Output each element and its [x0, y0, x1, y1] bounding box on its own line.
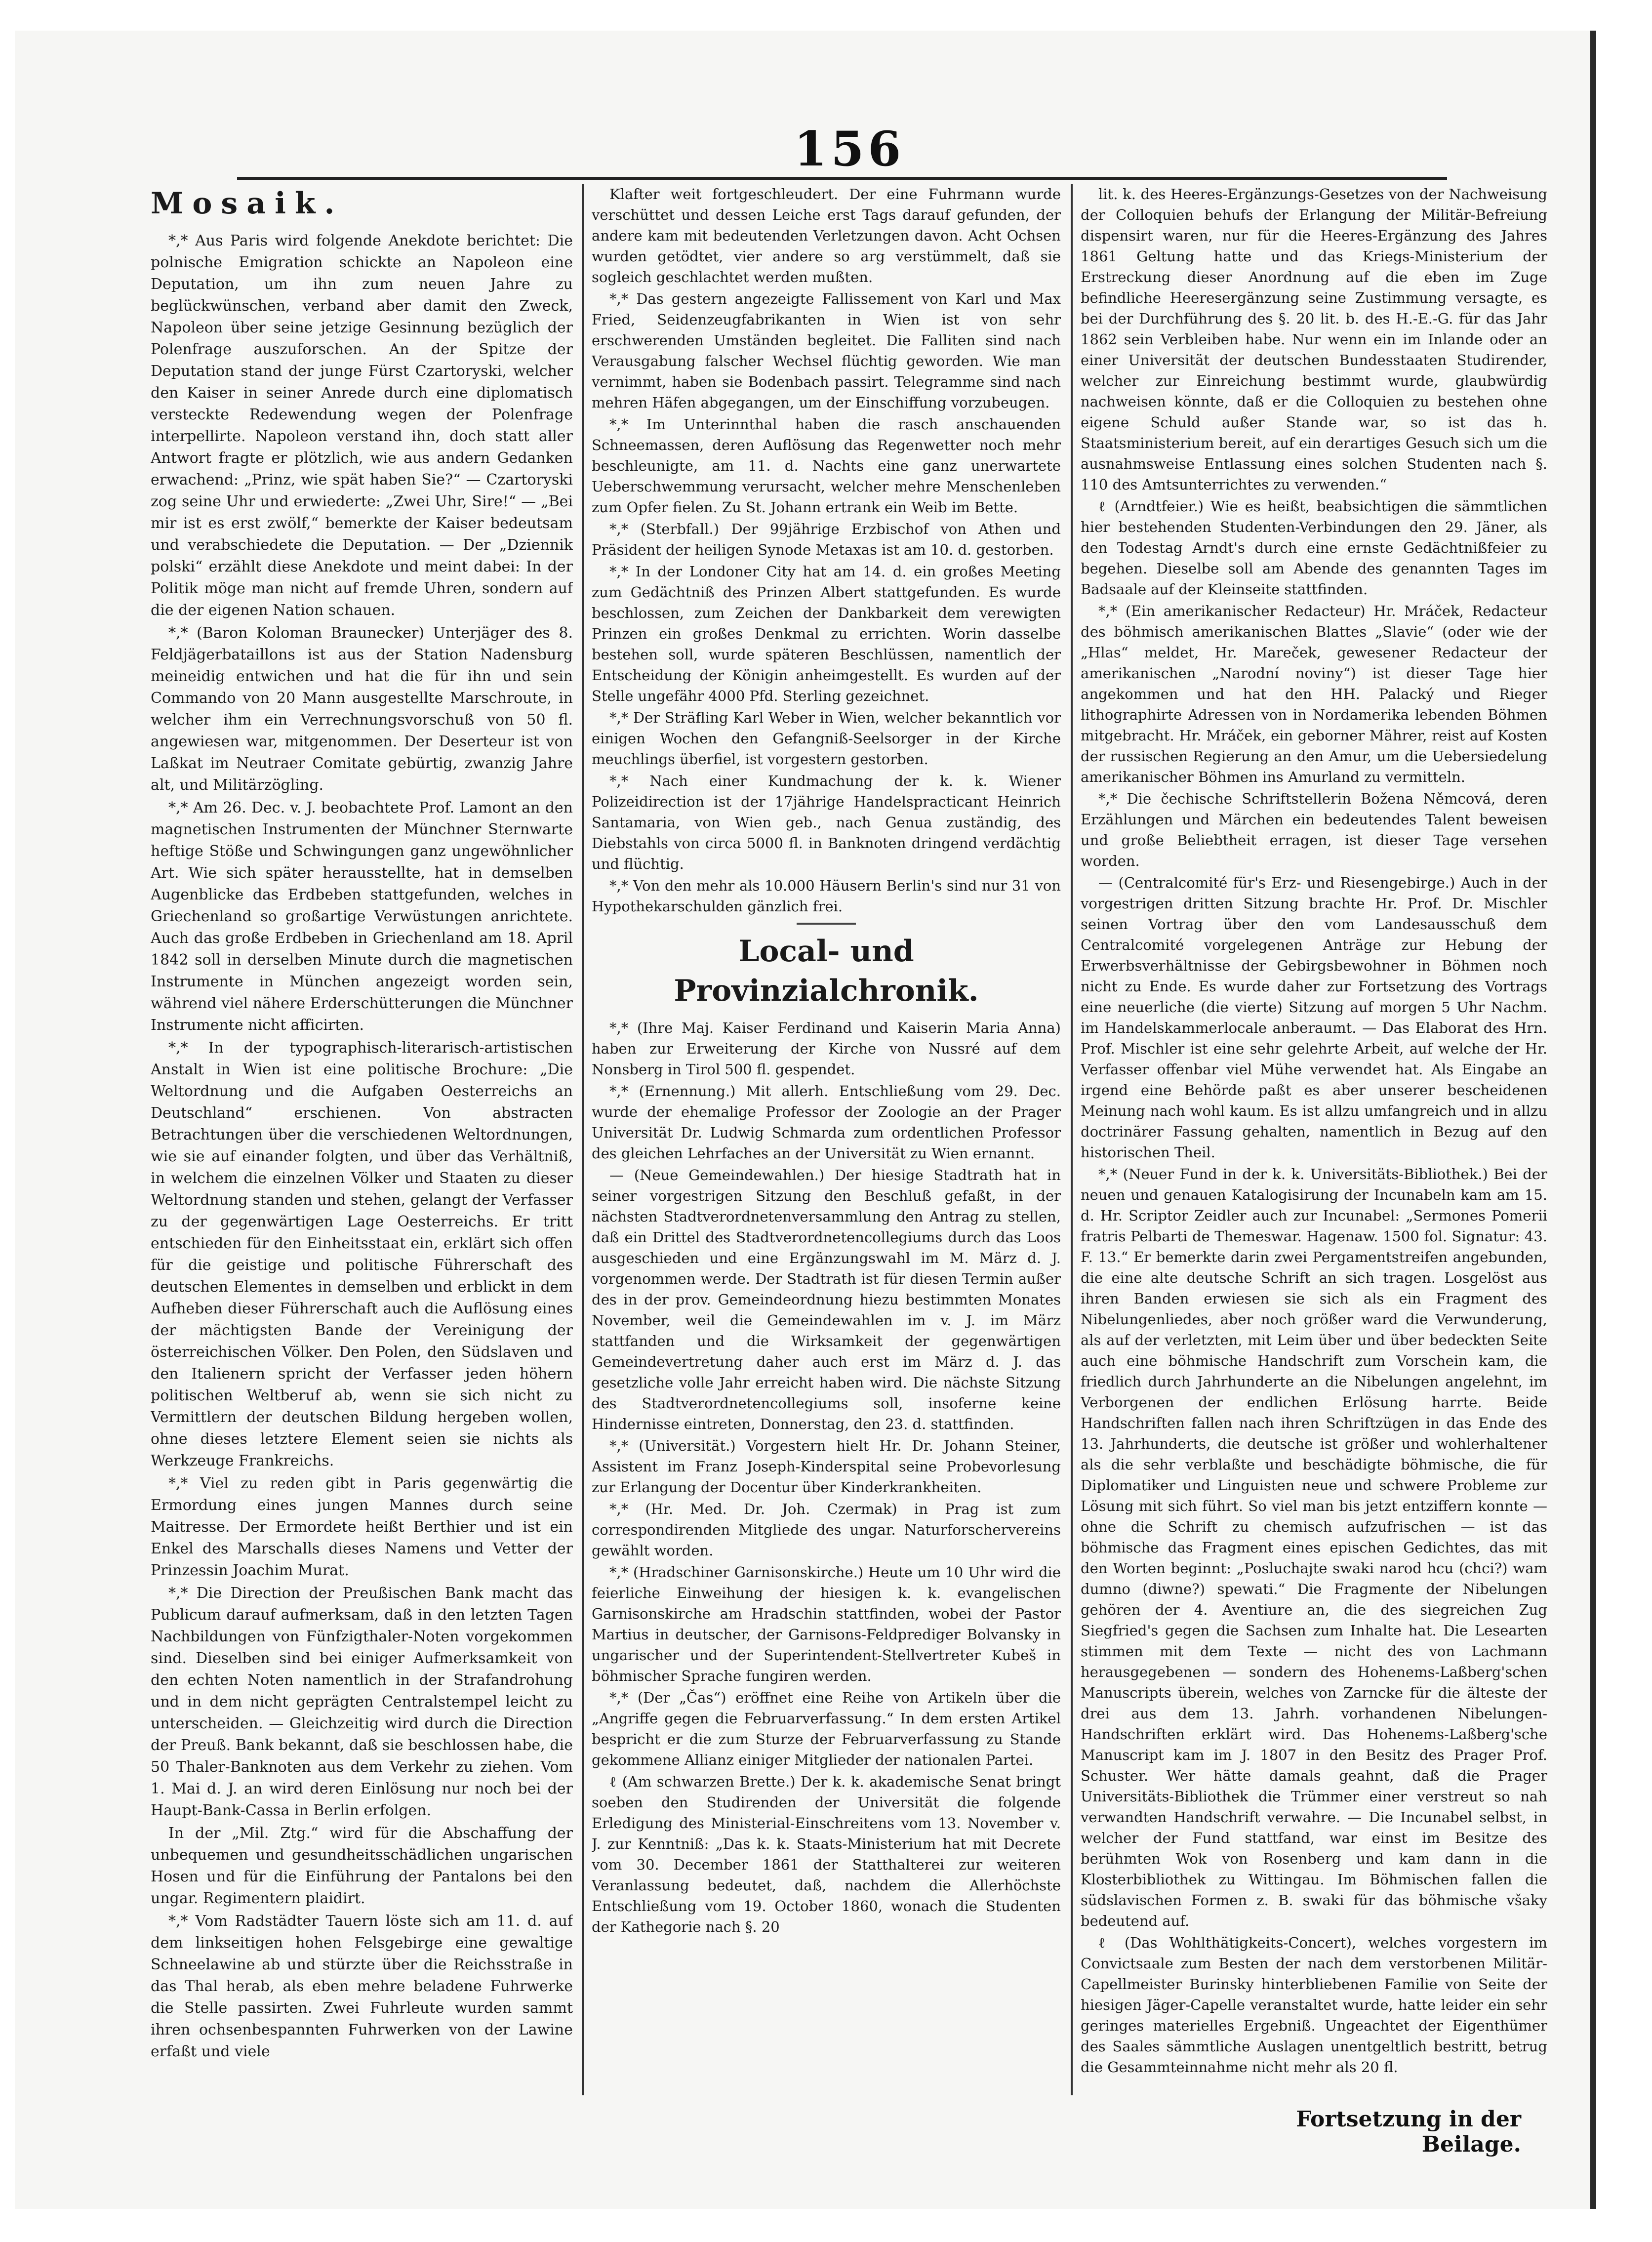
page-edge-shadow — [1590, 31, 1596, 2209]
article-paragraph: *,* (Hradschiner Garnisonskirche.) Heute um 10 Uhr wird die feierliche Einweihung der hiesigen k. k. evangelischen Garnisonskirche am Hradschin stattfinden, wobei der Pastor Martius in deutscher, der Garnisons-Feldprediger Bolvansky in ungarischer und der Superintendent-Stellvertreter Kubeš in böhmischer Sprache fungiren werden. — [592, 1564, 1061, 1684]
article-paragraph: *,* Die čechische Schriftstellerin Božena Němcová, deren Erzählungen und Märchen ein bedeutendes Talent beweisen und große Beliebtheit erragen, ist dieser Tage versehen worden. — [1081, 790, 1547, 869]
column-1 — [151, 184, 573, 2095]
article-paragraph: *,* Von den mehr als 10.000 Häusern Berlin's sind nur 31 von Hypothekarschulden gänzlich frei. — [592, 877, 1061, 915]
article-paragraph: *,* (Ihre Maj. Kaiser Ferdinand und Kaiserin Maria Anna) haben zur Erweiterung der Kirche von Nussré auf dem Nonsberg in Tirol 500 fl. gespendet. — [592, 1019, 1061, 1078]
article-paragraph: *,* In der Londoner City hat am 14. d. ein großes Meeting zum Gedächtniß des Prinzen Albert stattgefunden. Es wurde beschlossen, zum Zeichen der Dankbarkeit dem verewigten Prinzen ein großes Denkmal zu errichten. Worin dasselbe bestehen soll, wurde späteren Beschlüssen, namentlich der Entscheidung der Königin anheimgestellt. Es wurden auf der Stelle ungefähr 4000 Pfd. Sterling gezeichnet. — [592, 563, 1061, 704]
article-paragraph: lit. k. des Heeres-Ergänzungs-Gesetzes von der Nachweisung der Colloquien behufs der Erlangung der Militär-Befreiung dispensirt waren, nur für die Heeres-Ergänzung des Jahres 1861 Geltung hatte und das Kriegs-Ministerium der Erstreckung dieser Anordnung auf die eben im Zuge befindliche Heeresergänzung seine Zustimmung versagte, es bei der Durchführung des §. 20 lit. b. des H.-E.-G. für das Jahr 1862 sein Verbleiben habe. Nur wenn ein im Inlande oder an einer Universität der deutschen Bundesstaaten Studirender, welcher zur Einreichung bestimmt wurde, glaubwürdig nachweisen könnte, daß er die Colloquien zu bestehen ohne eigene Schuld außer Stande war, so ist das h. Staatsministerium bereit, auf ein derartiges Gesuch sich um die ausnahmsweise Entlassung eines solchen Studenten nach §. 110 des Amtsunterrichtes zu verwenden.“ — [1081, 186, 1547, 493]
article-paragraph: *,* (Ernennung.) Mit allerh. Entschließung vom 29. Dec. wurde der ehemalige Professor der Zoologie an der Prager Universität Dr. Ludwig Schmarda zum ordentlichen Professor des gleichen Lehrfaches an der Universität zu Wien ernannt. — [592, 1083, 1061, 1162]
article-paragraph: — (Neue Gemeindewahlen.) Der hiesige Stadtrath hat in seiner vorgestrigen Sitzung den Beschluß gefaßt, in der nächsten Stadtverordnetenversammlung den Antrag zu stellen, daß ein Drittel des Stadtverordnetencollegiums durch das Loos ausgeschieden und eine Ergänzungswahl im M. März d. J. vorgenommen werde. Der Stadtrath ist für diesen Termin außer des in der prov. Gemeindeordnung hiezu bestimmten Monates November, weil die Gemeindewahlen im v. J. im März stattfanden und die Wirksamkeit der gegenwärtigen Gemeindevertretung daher auch erst im März d. J. das gesetzliche volle Jahr erreicht haben wird. Die nächste Sitzung des Stadtverordnetencollegiums soll, insoferne keine Hindernisse eintreten, Donnerstag, den 23. d. stattfinden. — [592, 1167, 1061, 1432]
article-paragraph: *,* (Universität.) Vorgestern hielt Hr. Dr. Johann Steiner, Assistent im Franz Joseph-Kinderspital seine Probevorlesung zur Erlangung der Docentur über Kinderkrankheiten. — [592, 1437, 1061, 1496]
article-paragraph: *,* Vom Radstädter Tauern löste sich am 11. d. auf dem linkseitigen hohen Felsgebirge eine gewaltige Schneelawine ab und stürzte über die Reichsstraße in das Thal herab, als eben mehre beladene Fuhrwerke die Stelle passirten. Zwei Fuhrleute wurden sammt ihren ochsenbespannten Fuhrwerken von der Lawine erfaßt und viele — [151, 1913, 573, 2060]
column-2-body — [592, 184, 1061, 917]
column-3-body — [1081, 184, 1547, 2078]
continuation-note: Fortsetzung in der Beilage. — [1296, 2107, 1521, 2157]
section-title-local-chronik: Local- und Provinzialchronik. — [674, 934, 979, 1008]
article-paragraph: *,* (Hr. Med. Dr. Joh. Czermak) in Prag ist zum correspondirenden Mitgliede des ungar. Naturforschervereins gewählt worden. — [592, 1501, 1061, 1559]
column-3 — [1081, 184, 1547, 2095]
article-paragraph: *,* Nach einer Kundmachung der k. k. Wiener Polizeidirection ist der 17jährige Handelspracticant Heinrich Santamaria, von Wien geb., nach Genua zuständig, des Diebstahls von circa 5000 fl. in Banknoten dringend verdächtig und flüchtig. — [592, 773, 1061, 872]
article-paragraph: In der „Mil. Ztg.“ wird für die Abschaffung der unbequemen und gesundheitsschädlichen ungarischen Hosen und für die Einführung der Pantalons bei den ungar. Regimentern plaidirt. — [151, 1825, 573, 1907]
article-paragraph: *,* Das gestern angezeigte Fallissement von Karl und Max Fried, Seidenzeugfabrikanten in Wien ist von sehr erschwerenden Umständen begleitet. Die Falliten sind nach Verausgabung falscher Wechsel flüchtig geworden. Wie man vernimmt, haben sie Bodenbach passirt. Telegramme sind nach mehren Häfen abgegangen, um der Einschiffung vorzubeugen. — [592, 290, 1061, 411]
article-paragraph: *,* (Der „Čas“) eröffnet eine Reihe von Artikeln über die „Angriffe gegen die Februarverfassung.“ In dem ersten Artikel bespricht er die zum Sturze der Februarverfassung zu Stande gekommene Allianz einiger Mitglieder der nationalen Partei. — [592, 1689, 1061, 1768]
article-paragraph: *,* Der Sträfling Karl Weber in Wien, welcher bekanntlich vor einigen Wochen den Gefangniß-Seelsorger in der Kirche meuchlings überfiel, ist vorgestern gestorben. — [592, 709, 1061, 768]
column-2 — [592, 184, 1061, 2095]
article-paragraph: *,* Im Unterinnthal haben die rasch anschauenden Schneemassen, deren Auflösung das Regenwetter noch mehr beschleunigte, am 11. d. Nachts eine ganz unerwartete Ueberschwemmung verursacht, welcher mehre Menschenleben zum Opfer fielen. Zu St. Johann ertrank ein Weib im Bette. — [592, 416, 1061, 516]
local-chronik-body — [592, 1018, 1061, 1937]
article-paragraph: ℓ (Am schwarzen Brette.) Der k. k. akademische Senat bringt soeben den Studirenden der Universität die folgende Erledigung des Ministerial-Einschreitens vom 13. November v. J. zur Kenntniß: „Das k. k. Staats-Ministerium hat mit Decrete vom 30. December 1861 der Statthalterei zur weiteren Veranlassung bedeutet, daß, nachdem die Allerhöchste Entschließung vom 19. October 1860, wonach die Studenten der Kathegorie nach §. 20 — [592, 1773, 1061, 1935]
article-paragraph: ℓ (Das Wohlthätigkeits-Concert), welches vorgestern im Convictsaale zum Besten der nach dem verstorbenen Militär-Capellmeister Burinsky hinterbliebenen Familie von Seite der hiesigen Jäger-Capelle veranstaltet wurde, hatte leider ein sehr geringes materielles Ergebniß. Ungeachtet der Eigenthümer des Saales sämmtliche Auslagen unentgeltlich bestritt, betrug die Gesammteinnahme nicht mehr als 20 fl. — [1081, 1934, 1547, 2076]
article-paragraph: *,* Am 26. Dec. v. J. beobachtete Prof. Lamont an den magnetischen Instrumenten der Münchner Sternwarte heftige Stöße und Schwingungen ganz ungewöhnlicher Art. Wie sich später herausstellte, hat in demselben Augenblicke das Erdbeben stattgefunden, welches in Griechenland so großartige Verwüstungen anrichtete. Auch das große Erdbeben in Griechenland am 18. April 1842 soll in derselben Minute durch die magnetischen Instrumente in München angezeigt worden sein, während viel nähere Erderschütterungen die Münchner Instrumente nicht afficirten. — [151, 799, 573, 1034]
scan-margin — [1596, 31, 1652, 2209]
header-rule — [237, 177, 1447, 180]
article-paragraph: *,* (Neuer Fund in der k. k. Universitäts-Bibliothek.) Bei der neuen und genauen Katalogisirung der Incunabeln kam am 15. d. Hr. Scriptor Zeidler auch zur Incunabel: „Sermones Pomerii fratris Pelbarti de Themeswar. Hagenaw. 1500 fol. Signatur: 43. F. 13.“ Er bemerkte darin zwei Pergamentstreifen angebunden, die eine alte deutsche Schrift an sich tragen. Losgelöst aus ihren Banden erwiesen sie sich als ein Fragment des Nibelungenliedes, aber noch größer ward die Verwunderung, als auf der verletzten, mit Leim über und über bedeckten Seite auch eine böhmische Handschrift zum Vorschein kam, die friedlich durch Jahrhunderte an die Nibelungen angelehnt, im Verborgenen der endlichen Erlösung harrte. Beide Handschriften fallen nach ihren Schriftzügen in das Ende des 13. Jahrhunderts, die deutsche ist größer und wohlerhaltener als die sehr verblaßte und beschädigte böhmische, die für Diplomatiker und Linguisten neue und schwere Probleme zur Lösung mit sich führt. So viel man bis jetzt entziffern konnte — ohne die Schrift zu chemisch aufzufrischen — ist das böhmische das Fragment eines epischen Gedichtes, das mit den Worten beginnt: „Posluchajte swaki narod hcu (chci?) wam dumno (diwne?) spewati.“ Die Fragmente der Nibelungen gehören der 4. Aventiure an, die des siegreichen Zug Siegfried's gegen die Sachsen zum Inhalte hat. Die Lesearten stimmen mit dem Texte — nicht des von Lachmann herausgegebenen — sondern des Hohenems-Laßberg'schen Manuscripts überein, welches von Zarncke für die älteste der drei aus dem 13. Jahrh. vorhandenen Nibelungen-Handschriften erklärt wird. Das Hohenems-Laßberg'sche Manuscript kam im J. 1807 in den Besitz des Prager Prof. Schuster. Wer hätte damals geahnt, daß die Prager Universitäts-Bibliothek die Trümmer einer verstreut so nah verwandten Handschrift verwahre. — Die Incunabel selbst, in welcher der Fund stattfand, war einst im Besitze des berühmten Wok von Rosenberg und kam dann in die Klosterbibliothek zu Wittingau. Im Böhmischen fallen die südslavischen Formen z. B. swaki für das böhmische všaky bedeutend auf. — [1081, 1166, 1547, 1929]
article-paragraph: ℓ (Arndtfeier.) Wie es heißt, beabsichtigen die sämmtlichen hier bestehenden Studenten-Verbindungen den 29. Jäner, als den Todestag Arndt's durch eine ernste Gedächtnißfeier zu begehen. Dieselbe soll am Abende des genannten Tages im Badsaale auf der Kleinseite stattfinden. — [1081, 498, 1547, 598]
article-paragraph: *,* (Baron Koloman Braunecker) Unterjäger des 8. Feldjägerbataillons ist aus der Station Nadensburg meineidig entwichen und hat die für ihn und sein Commando von 20 Mann ausgestellte Marschroute, in welcher ihm ein Verrechnungsvorschuß von 50 fl. angewiesen war, mitgenommen. Der Deserteur ist von Laßkat im Neutraer Comitate gebürtig, zwanzig Jahre alt, und Militärzögling. — [151, 624, 573, 794]
column-divider-2 — [1071, 184, 1073, 2095]
article-paragraph: *,* Aus Paris wird folgende Anekdote berichtet: Die polnische Emigration schickte an Napoleon eine Deputation, um ihn zum neuen Jahre zu beglückwünschen, verband aber damit den Zweck, Napoleon über seine jetzige Gesinnung bezüglich der Polenfrage auszuforschen. An der Spitze der Deputation stand der junge Fürst Czartoryski, welcher den Kaiser in seiner Anrede durch eine diplomatisch versteckte Redewendung wegen der Polenfrage interpellirte. Napoleon verstand ihn, doch statt aller Antwort fragte er plötzlich, wie aus andern Gedanken erwachend: „Prinz, wie spät haben Sie?“ — Czartoryski zog seine Uhr und erwiederte: „Zwei Uhr, Sire!“ — „Bei mir ist es erst zwölf,“ bemerkte der Kaiser bedeutsam und verabschiedete die Deputation. — Der „Dziennik polski“ erzählt diese Anekdote und meint dabei: In der Politik möge man nicht auf fremde Uhren, sondern auf die der eigenen Nation schauen. — [151, 232, 573, 619]
article-paragraph: *,* (Ein amerikanischer Redacteur) Hr. Mráček, Redacteur des böhmisch amerikanischen Blattes „Slavie“ (oder wie der „Hlas“ meldet, Hr. Mareček, gewesener Redacteur der amerikanischen „Narodní noviny“) ist dieser Tage hier angekommen und hat den HH. Palacký und Rieger lithographirte Adressen von in Nordamerika lebenden Böhmen mitgebracht. Hr. Mráček, ein geborner Mährer, reist auf Kosten der russischen Regierung an den Amur, um die Uebersiedelung amerikanischer Böhmen ins Amurland zu vermitteln. — [1081, 603, 1547, 785]
section-separator — [797, 923, 856, 925]
article-paragraph: *,* Viel zu reden gibt in Paris gegenwärtig die Ermordung eines jungen Mannes durch seine Maitresse. Der Ermordete heißt Berthier und ist ein Enkel des Marschalls dieses Namens und Vetter der Prinzessin Joachim Murat. — [151, 1475, 573, 1579]
article-paragraph: Klafter weit fortgeschleudert. Der eine Fuhrmann wurde verschüttet und dessen Leiche erst Tags darauf gefunden, der andere kam mit bedeutenden Verletzungen davon. Acht Ochsen wurden getödtet, vier andere so arg verstümmelt, daß sie sogleich geschlachtet werden mußten. — [592, 186, 1061, 285]
page-number: 156 — [794, 121, 905, 177]
section-title-mosaik: Mosaik. — [151, 186, 344, 221]
article-paragraph: *,* In der typographisch-literarisch-artistischen Anstalt in Wien ist eine politische Brochure: „Die Weltordnung und die Aufgaben Oesterreichs an Deutschland“ erschienen. Von abstracten Betrachtungen über die verschiedenen Weltordnungen, wie sie auf einander folgten, und über das Verhältniß, in welchem die einzelnen Völker und Staaten zu dieser Weltordnung standen und stehen, gelangt der Verfasser zu der gegenwärtigen Lage Oesterreichs. Er tritt entschieden für den Einheitsstaat ein, erklärt sich offen für die geistige und politische Führerschaft des deutschen Elementes in demselben und erblickt in dem Aufheben dieser Führerschaft auch die Auflösung eines der mächtigsten Bande der Vereinigung der österreichischen Völker. Den Polen, den Südslaven und den Italienern spricht der Verfasser jeden höhern politischen Weltberuf ab, wenn sie sich nicht zu Vermittlern der deutschen Bildung hergeben wollen, ohne dieses letztere Element seien sie nichts als Werkzeuge Frankreichs. — [151, 1039, 573, 1469]
article-paragraph: — (Centralcomité für's Erz- und Riesengebirge.) Auch in der vorgestrigen dritten Sitzung brachte Hr. Prof. Dr. Mischler seinen Vortrag über den vom Landesausschuß dem Centralcomité vorgelegenen Anträge zur Hebung der Erwerbsverhältnisse der Gebirgsbewohner in Böhmen noch nicht zu Ende. Es wurde daher zur Fortsetzung des Vortrags eine neuerliche (die vierte) Sitzung auf morgen 5 Uhr Nachm. im Handelskammerlocale anberaumt. — Das Elaborat des Hrn. Prof. Mischler ist eine sehr gelehrte Arbeit, auf welche der Hr. Verfasser offenbar viel Mühe verwendet hat. Als Eingabe an irgend eine Behörde paßt es aber unserer bescheidenen Meinung nach wohl kaum. Es ist allzu umfangreich und in allzu doctrinärer Fassung gehalten, namentlich in Bezug auf den historischen Theil. — [1081, 874, 1547, 1161]
column-divider-1 — [582, 184, 584, 2095]
article-paragraph: *,* Die Direction der Preußischen Bank macht das Publicum darauf aufmerksam, daß in den letzten Tagen Nachbildungen von Fünfzigthaler-Noten vorgekommen sind. Dieselben sind bei einiger Aufmerksamkeit von den echten Noten namentlich in der Strafandrohung und in dem nicht geprägten Centralstempel leicht zu unterscheiden. — Gleichzeitig wird durch die Direction der Preuß. Bank bekannt, daß sie beschlossen habe, die 50 Thaler-Banknoten aus dem Verkehr zu ziehen. Vom 1. Mai d. J. an wird deren Einlösung nur noch bei der Haupt-Bank-Cassa in Berlin erfolgen. — [151, 1585, 573, 1819]
article-paragraph: *,* (Sterbfall.) Der 99jährige Erzbischof von Athen und Präsident der heiligen Synode Metaxas ist am 10. d. gestorben. — [592, 521, 1061, 558]
column-1-body — [151, 230, 573, 2063]
